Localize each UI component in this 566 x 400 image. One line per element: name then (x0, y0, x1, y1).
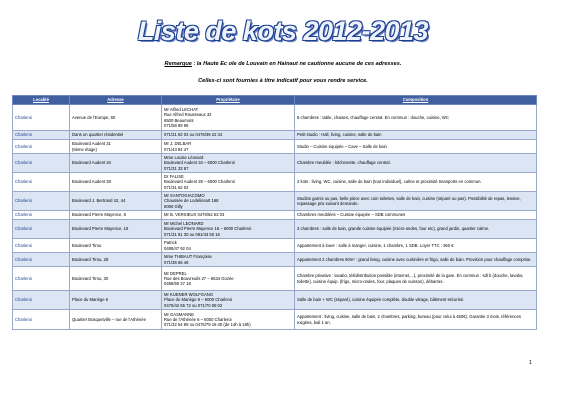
owner-line: Rue Alfred Rousseaux 32 (164, 112, 212, 118)
owner-line: Mr DEPREL (164, 270, 187, 276)
cell-owner (162, 253, 295, 267)
cell-address: Boulevard Tirou (70, 239, 162, 253)
cell-composition: Appartement : living, cuisine, salle de bain, 2 chambres, parking, bureau (pour celui à 450€). Garantie 3 mois, références exigées, bail 1 an. (295, 310, 537, 330)
owner-line: Mme THIBAUT Françoise (164, 254, 212, 260)
cell-locality: Charleroi (13, 310, 70, 330)
cell-composition: Petit studio : Hall, living, cuisine, salle de bain (295, 131, 537, 140)
table-row (13, 267, 537, 291)
owner-line: Mr SANTOGIACOMO (164, 193, 205, 199)
cell-locality: Charleroi (13, 267, 70, 291)
cell-composition: Appartement à louer : salle à manger, cuisine, 1 chambre, 1 SDB. Loyer TTC : 360 € (295, 239, 537, 253)
table-row (13, 140, 537, 154)
owner-line: 071/43 84 47 (164, 146, 189, 152)
cell-locality: Charleroi (13, 220, 70, 239)
cell-owner (162, 239, 295, 253)
owner-line: Chaussée de Lodelinsart 168 (164, 198, 219, 204)
table-row (13, 192, 537, 211)
table-row (13, 131, 537, 140)
cell-address: Boulevard Pierre Mayence, 15 (70, 220, 162, 239)
cell-owner (162, 173, 295, 192)
cell-owner (162, 131, 295, 140)
remark-label: Remarque (164, 61, 192, 67)
cell-composition: Studio – Cuisine équipée – Cave – Salle de bain (295, 140, 537, 154)
cell-locality: Charleroi (13, 291, 70, 310)
table-header-row (13, 96, 537, 105)
remark-text: : la Haute Ec ole de Louvain en Hainaut ne cautionne aucune de ces adresses. (191, 61, 402, 67)
header-composition: Composition (295, 96, 537, 105)
cell-composition: Appartement 2 chambres 60m² : grand living, cuisine avec cuisinière et frigo, salle de bain. Provision pour chauffage comprise. (295, 253, 537, 267)
table-row (13, 310, 537, 330)
cell-address: Boulevard J. Bertrand 42, 44 (70, 192, 162, 211)
table-row (13, 253, 537, 267)
cell-composition: Chambre meublée : kitchenette, chauffage central. (295, 154, 537, 173)
cell-locality: Charleroi (13, 253, 70, 267)
cell-address: Dans un quartier résidentiel (70, 131, 162, 140)
owner-line: 071/31 62 02 ou 0476/39 22 34 (164, 132, 223, 138)
owner-line: 6500 Beaumont (164, 117, 194, 123)
cell-address: Boulevard Audent 28 (70, 173, 162, 192)
cell-address: Boulevard Pierre Mayence, 6 (70, 211, 162, 220)
cell-composition: 3 chambres : salle de bain, grande cuisine équipée (micro-ondes, four etc), grand jardin, quartier calme. (295, 220, 537, 239)
owner-line: Mr B. VERSIEUX 0476/62 53 03 (164, 212, 225, 218)
cell-composition: 2 kots : living, WC, cuisine, salle de bain (tout individuel), calme et proximité transports en commun. (295, 173, 537, 192)
cell-owner (162, 291, 295, 310)
cell-locality: Charleroi (13, 173, 70, 192)
address-extra: (6ème étage) (72, 146, 97, 152)
cell-address (70, 140, 162, 154)
table-row (13, 154, 537, 173)
cell-address: Place du Manège 6 (70, 291, 162, 310)
cell-owner (162, 140, 295, 154)
cell-owner (162, 192, 295, 211)
owner-line: 071/31 81 30 ou 081/43 50 16 (164, 231, 220, 237)
header-address: Adresse (70, 96, 162, 105)
owner-line: Boulevard Audent 28 – 6000 Charleroi (164, 179, 236, 185)
owner-line: Boulevard Audent 34 – 6000 Charleroi (164, 160, 236, 166)
cell-owner (162, 267, 295, 291)
cell-composition: Studios garnis ou pas, belle pièce avec coin toilettes, salle de bain, cuisine (séparé ou pas). Possibilité de repas, lessive, repassage prix suivant demande. (295, 192, 537, 211)
header-owner: Propriétaire (162, 96, 295, 105)
owner-line: 0488/47 92 04 (164, 245, 191, 251)
owner-line: Mr Michel LEONARD (164, 221, 204, 227)
cell-owner (162, 220, 295, 239)
owner-line: Mr Alfred LECHAT (164, 107, 199, 113)
cell-owner (162, 211, 295, 220)
owner-line: Rue de l'Athénée 6 – 6000 Charleroi (164, 316, 232, 322)
owner-line: Mme Louise Léonard (164, 155, 204, 161)
kots-table (12, 95, 537, 330)
remark (0, 61, 566, 67)
cell-owner (162, 310, 295, 330)
owner-line: Rue des Bouvreuils 27 – 6534 Gozée (164, 275, 234, 281)
cell-locality: Charleroi (13, 131, 70, 140)
table-row (13, 211, 537, 220)
owner-line: 6060 Gilly (164, 203, 183, 209)
owner-line: Dr FALISE (164, 174, 184, 180)
page-number: 1 (528, 360, 532, 366)
owner-line: Mr J. DELBAR (164, 141, 192, 147)
table-row (13, 239, 537, 253)
owner-line: 0475/42 65 72 ou 071/70 08 02 (164, 302, 223, 308)
owner-line: 071/32 54 89 ou 0475/79 18 40 (de 14h à 19h) (164, 322, 251, 328)
cell-composition: Chambre privative : lavabo, télédistribution possible (internet,...), proximité de la gare. En commun : sdl b (douche, lavabo, toilette), cuisine équip. (frigo, micro-ondes, four, plaques de cuisson), débarras. (295, 267, 537, 291)
owner-line: Mr GASMANNE (164, 311, 195, 317)
cell-address: Avenue de l'Europe, 60 (70, 105, 162, 131)
owner-line: 071/31 62 02 (164, 184, 189, 190)
table-row (13, 105, 537, 131)
table-row (13, 173, 537, 192)
cell-address: Boulevard Tirou, 28 (70, 253, 162, 267)
owner-line: 071/58 89 96 (164, 122, 189, 128)
cell-composition: Salle de bain + WC (séparé), cuisine équipée complète, double vitrage, bâtiment sécurisé. (295, 291, 537, 310)
cell-locality: Charleroi (13, 154, 70, 173)
cell-locality: Charleroi (13, 192, 70, 211)
cell-locality: Charleroi (13, 105, 70, 131)
page-title: Liste de kots 2012-2013 (137, 16, 429, 46)
address-line: Boulevard Audent 31 (72, 141, 111, 147)
cell-locality: Charleroi (13, 140, 70, 154)
owner-line: 071/36 66 48 (164, 259, 189, 265)
owner-line: 071/31 33 87 (164, 165, 189, 171)
cell-owner (162, 154, 295, 173)
header-locality: Localité (13, 96, 70, 105)
owner-line: 0486/59 37 18 (164, 281, 191, 287)
owner-line: Place du Manège 6 – 6000 Charleroi (164, 297, 233, 303)
cell-address: Boulevard Audent 34 (70, 154, 162, 173)
cell-composition: 8 chambres : table, chaises, chauffage central. En commun : douche, cuisine, WC (295, 105, 537, 131)
cell-owner (162, 105, 295, 131)
subnote: Celles-ci sont fournies à titre indicatif pour vous rendre service. (198, 78, 368, 84)
table-row (13, 220, 537, 239)
owner-line: Patrick (164, 240, 177, 246)
owner-line: Mr KUENER WOLFGANG (164, 292, 214, 298)
cell-locality: Charleroi (13, 211, 70, 220)
table-row (13, 291, 537, 310)
cell-address: Boulevard Tirou, 30 (70, 267, 162, 291)
cell-composition: Chambres meublées – Cuisine équipée – SDB communes (295, 211, 537, 220)
owner-line: Boulevard Pierre Mayence 15 – 6000 Charleroi (164, 226, 252, 232)
cell-address: Quartier Bosquetville – rue de l'Athénée (70, 310, 162, 330)
cell-locality: Charleroi (13, 239, 70, 253)
